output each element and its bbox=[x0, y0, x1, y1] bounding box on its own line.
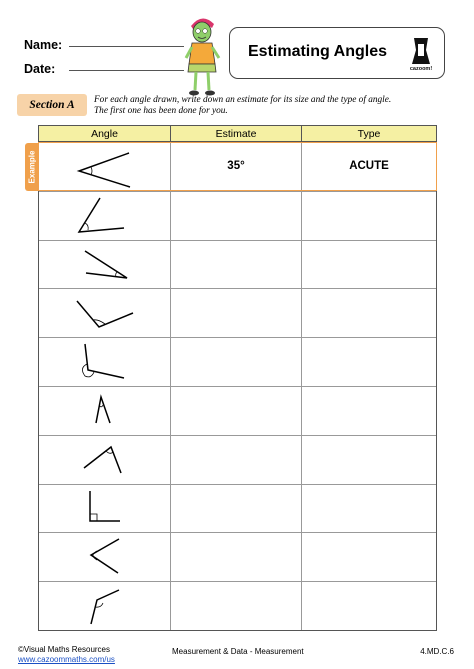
date-line bbox=[69, 70, 184, 71]
table-row bbox=[39, 240, 436, 289]
type-value bbox=[302, 533, 436, 581]
table-row bbox=[39, 337, 436, 386]
type-value bbox=[302, 582, 436, 630]
type-cell[interactable] bbox=[302, 582, 436, 630]
estimate-value bbox=[171, 533, 301, 581]
acute-angle-icon bbox=[39, 143, 171, 191]
mascot-illustration bbox=[181, 14, 223, 100]
right-angle-icon bbox=[39, 485, 171, 533]
type-value bbox=[302, 289, 436, 337]
type-value bbox=[302, 338, 436, 386]
estimate-value bbox=[171, 289, 301, 337]
estimate-cell[interactable] bbox=[171, 582, 302, 630]
estimate-cell[interactable] bbox=[171, 192, 302, 240]
instruction-line-1: For each angle drawn, write down an estimate for its size and the type of angle. bbox=[94, 95, 392, 105]
type-value bbox=[302, 192, 436, 240]
estimate-value bbox=[171, 387, 301, 435]
estimate-cell[interactable] bbox=[171, 387, 302, 435]
angle-cell bbox=[39, 143, 171, 190]
type-value bbox=[302, 485, 436, 533]
name-date-block bbox=[24, 28, 184, 76]
type-cell[interactable] bbox=[302, 241, 436, 289]
table-body bbox=[38, 142, 437, 631]
type-value: ACUTE bbox=[349, 160, 389, 173]
table-row bbox=[39, 532, 436, 581]
page-title: Estimating Angles bbox=[248, 43, 387, 60]
table-row-example bbox=[38, 142, 437, 191]
name-line bbox=[69, 46, 184, 47]
estimate-cell[interactable] bbox=[171, 338, 302, 386]
example-tab bbox=[25, 143, 39, 191]
table-header bbox=[38, 125, 437, 142]
table-row bbox=[39, 435, 436, 484]
estimate-value bbox=[171, 241, 301, 289]
acute-angle-icon bbox=[39, 387, 171, 435]
copyright-text: ©Visual Maths Resources bbox=[18, 645, 111, 654]
type-cell[interactable] bbox=[302, 338, 436, 386]
acute-angle-icon bbox=[39, 241, 171, 289]
obtuse-angle-icon bbox=[39, 582, 171, 630]
standard-code: 4.MD.C.6 bbox=[420, 647, 454, 656]
type-cell[interactable] bbox=[302, 436, 436, 484]
cazoom-logo-icon bbox=[406, 36, 436, 72]
header-estimate: Estimate bbox=[171, 126, 302, 141]
type-value bbox=[302, 436, 436, 484]
table-row bbox=[39, 288, 436, 337]
header-type: Type bbox=[357, 127, 381, 140]
angle-cell bbox=[39, 533, 171, 581]
obtuse-angle-icon bbox=[39, 338, 171, 386]
title-box bbox=[229, 27, 445, 79]
angles-table bbox=[38, 125, 437, 631]
table-row bbox=[39, 386, 436, 435]
acute-angle-icon bbox=[39, 436, 171, 484]
type-cell[interactable] bbox=[302, 533, 436, 581]
estimate-value bbox=[171, 338, 301, 386]
name-field[interactable] bbox=[24, 28, 184, 52]
section-label: Section A bbox=[17, 94, 87, 116]
type-cell[interactable] bbox=[302, 485, 436, 533]
type-cell[interactable] bbox=[302, 192, 436, 240]
acute-angle-icon bbox=[39, 192, 171, 240]
date-field[interactable] bbox=[24, 52, 184, 76]
estimate-value: 35° bbox=[227, 160, 245, 173]
estimate-value bbox=[171, 485, 301, 533]
angle-cell bbox=[39, 485, 171, 533]
footer-topic: Measurement & Data - Measurement bbox=[172, 647, 304, 656]
angle-cell bbox=[39, 289, 171, 337]
table-row bbox=[39, 581, 436, 630]
instructions bbox=[94, 95, 444, 117]
table-row bbox=[39, 191, 436, 240]
angle-cell bbox=[39, 192, 171, 240]
estimate-cell[interactable] bbox=[171, 485, 302, 533]
type-cell[interactable] bbox=[302, 289, 436, 337]
name-label: Name: bbox=[24, 38, 63, 52]
angle-cell bbox=[39, 387, 171, 435]
footer-left bbox=[18, 645, 115, 665]
example-tab-label: Example bbox=[27, 150, 37, 184]
estimate-value bbox=[171, 436, 301, 484]
table-row bbox=[39, 484, 436, 533]
estimate-cell[interactable] bbox=[171, 436, 302, 484]
angle-cell bbox=[39, 582, 171, 630]
svg-text:cazoom!: cazoom! bbox=[409, 66, 433, 72]
estimate-cell[interactable] bbox=[171, 533, 302, 581]
type-value bbox=[302, 241, 436, 289]
header-angle: Angle bbox=[39, 126, 171, 141]
date-label: Date: bbox=[24, 62, 56, 76]
estimate-value bbox=[171, 582, 301, 630]
type-value bbox=[302, 387, 436, 435]
type-cell[interactable] bbox=[302, 387, 436, 435]
type-cell[interactable] bbox=[302, 143, 436, 190]
obtuse-angle-icon bbox=[39, 289, 171, 337]
estimate-value bbox=[171, 192, 301, 240]
website-link[interactable]: www.cazoommaths.com/us bbox=[18, 655, 115, 664]
angle-cell bbox=[39, 436, 171, 484]
angle-cell bbox=[39, 338, 171, 386]
instruction-line-2: The first one has been done for you. bbox=[94, 106, 228, 116]
estimate-cell[interactable] bbox=[171, 143, 302, 190]
acute-angle-icon bbox=[39, 533, 171, 581]
estimate-cell[interactable] bbox=[171, 241, 302, 289]
estimate-cell[interactable] bbox=[171, 289, 302, 337]
angle-cell bbox=[39, 241, 171, 289]
